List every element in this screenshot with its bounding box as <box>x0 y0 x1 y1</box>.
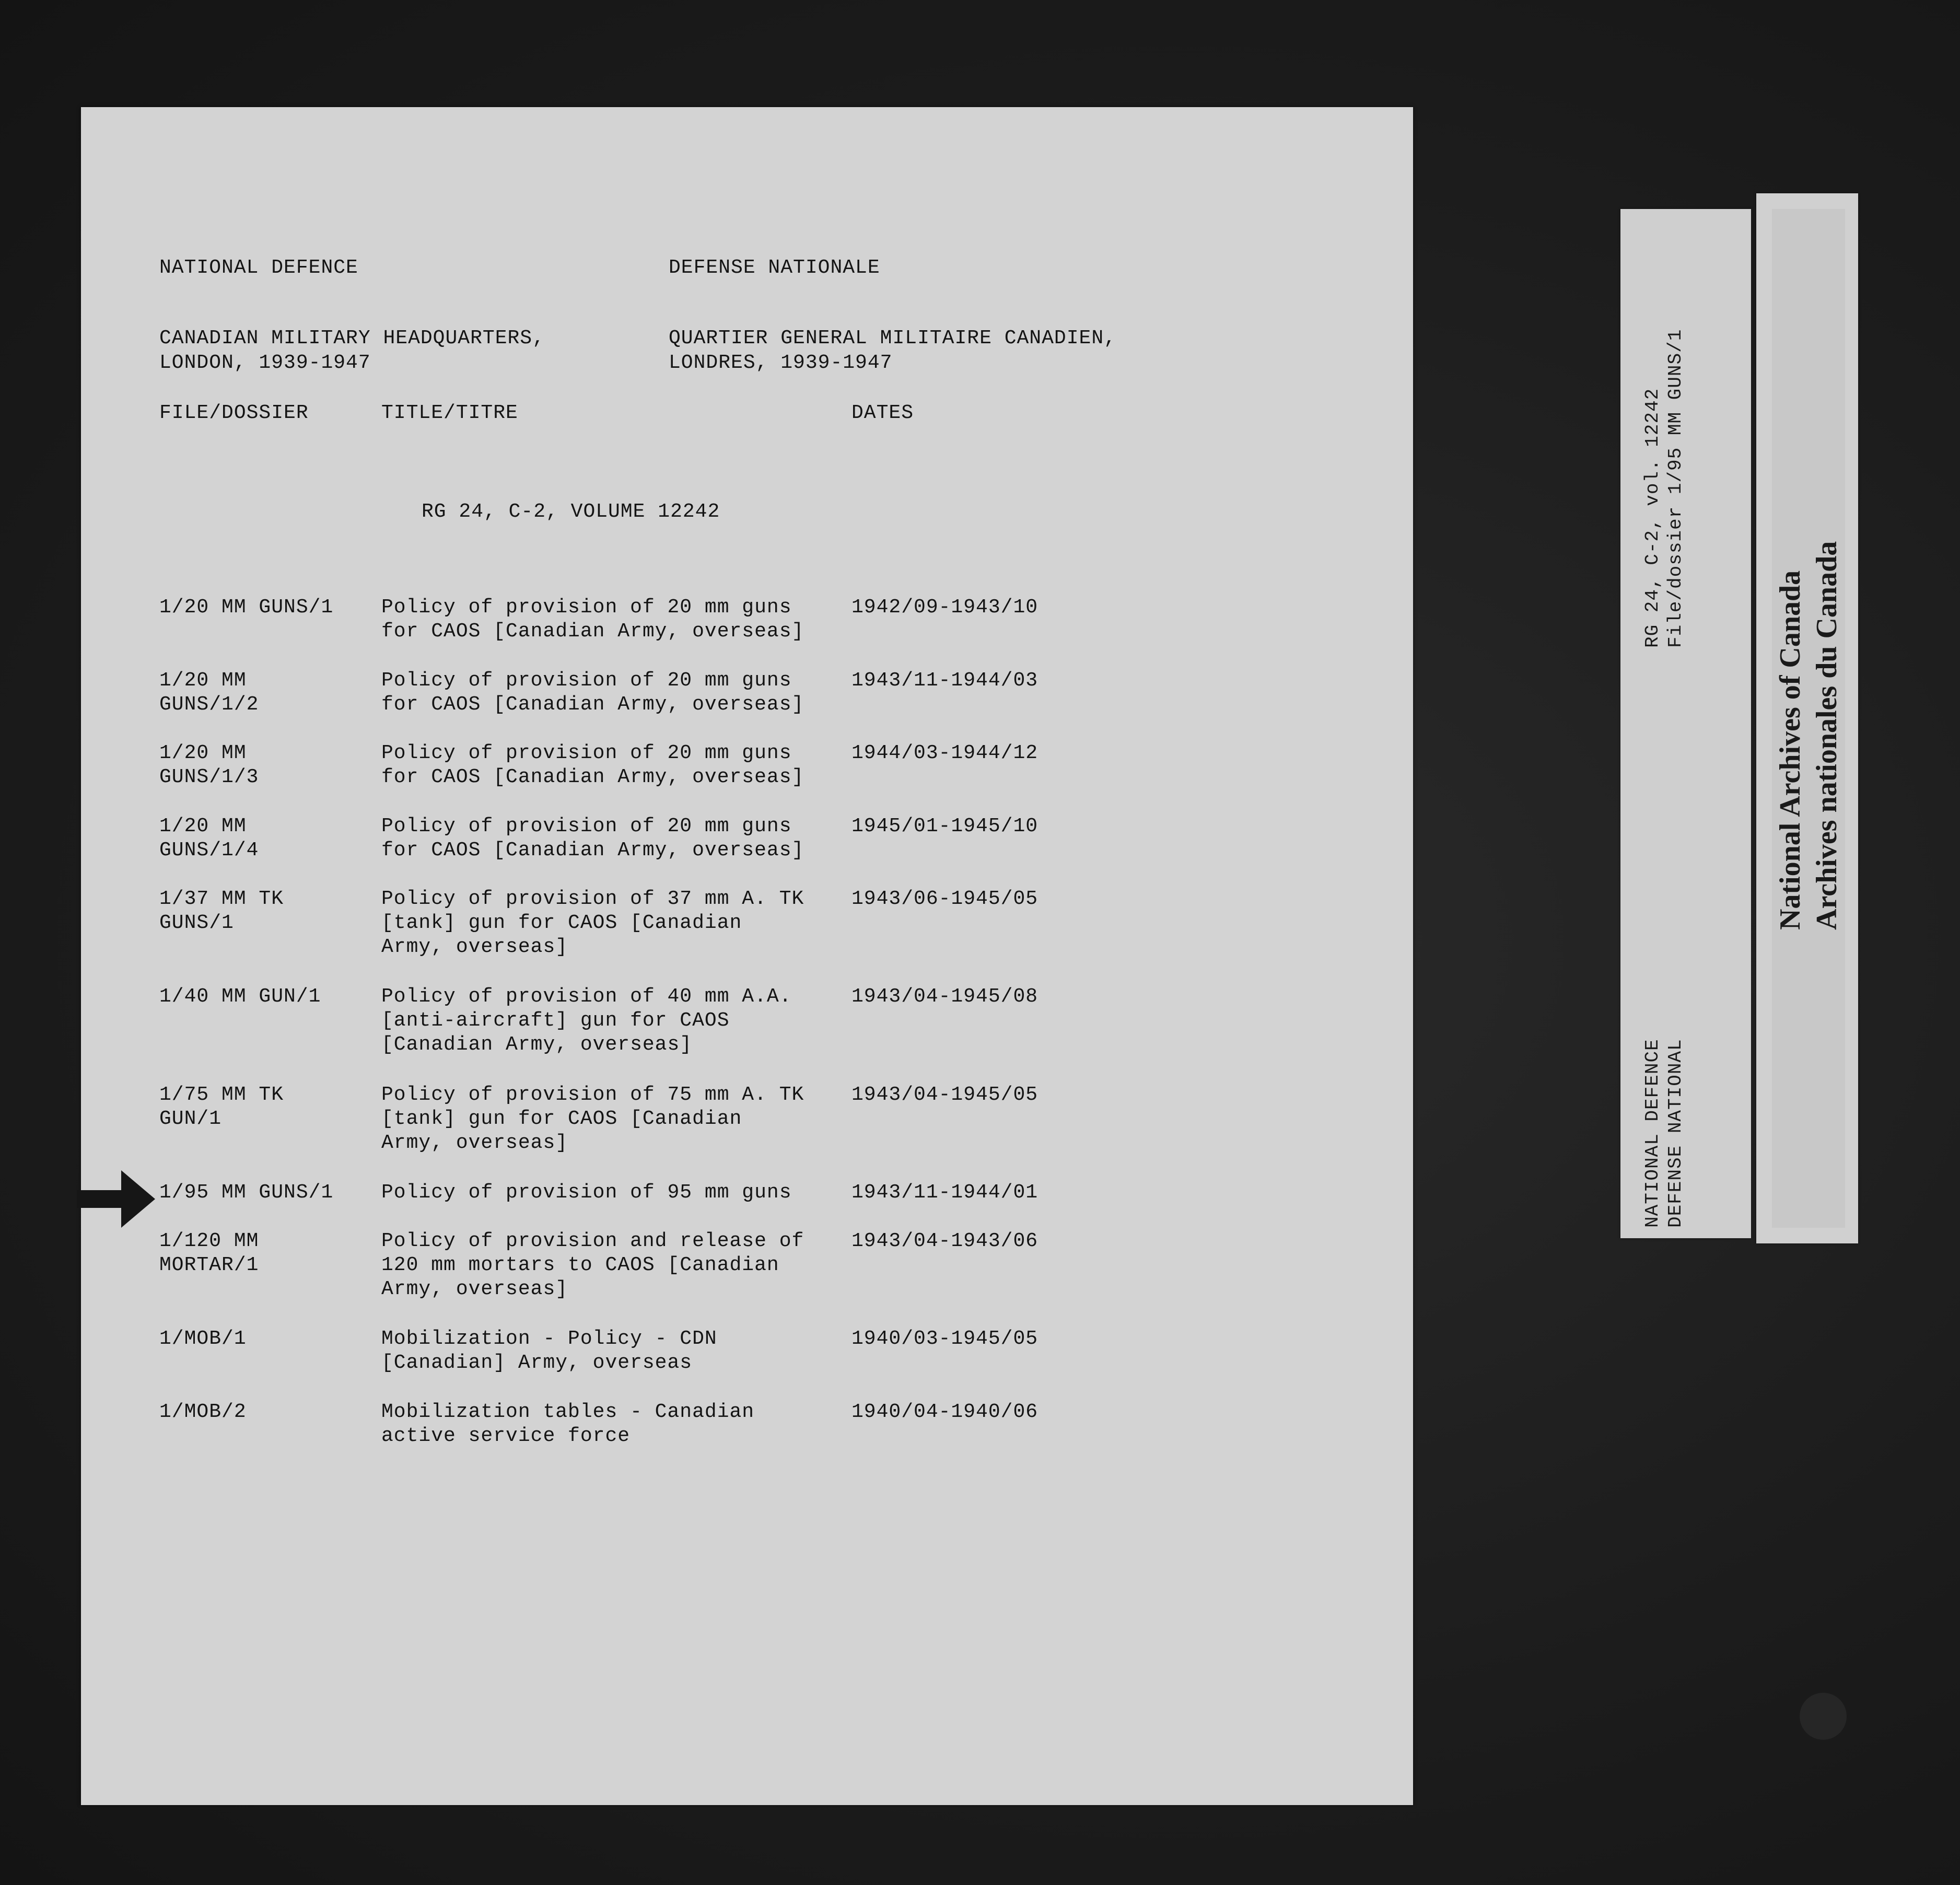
file-title: Policy of provision of 20 mm guns for CAOS [Canadian Army, overseas] <box>381 815 804 862</box>
file-title: Mobilization - Policy - CDN [Canadian] Army, overseas <box>381 1328 717 1374</box>
hq-en-line-1: CANADIAN MILITARY HEADQUARTERS, <box>159 327 545 350</box>
file-number: 1/20 MM GUNS/1/4 <box>159 815 259 862</box>
column-header-dates: DATES <box>851 402 914 424</box>
file-number: 1/MOB/1 <box>159 1328 247 1350</box>
file-dates: 1943/11-1944/01 <box>851 1181 1039 1204</box>
file-number: 1/MOB/2 <box>159 1401 247 1423</box>
file-title: Policy of provision of 20 mm guns for CAOS [Canadian Army, overseas] <box>381 742 804 788</box>
archives-name-en: National Archives of Canada <box>1774 570 1806 930</box>
file-dates: 1942/09-1943/10 <box>851 596 1039 619</box>
column-header-title: TITLE/TITRE <box>381 402 518 424</box>
file-number: 1/20 MM GUNS/1/3 <box>159 742 259 788</box>
file-title: Mobilization tables - Canadian active service force <box>381 1401 755 1447</box>
file-dates: 1943/04-1945/05 <box>851 1084 1039 1106</box>
file-dates: 1943/06-1945/05 <box>851 888 1039 910</box>
file-dates: 1940/04-1940/06 <box>851 1401 1039 1423</box>
dept-en: NATIONAL DEFENCE <box>159 257 358 279</box>
file-number: 1/120 MM MORTAR/1 <box>159 1230 259 1276</box>
file-title: Policy of provision of 75 mm A. TK [tank] gun for CAOS [Canadian Army, overseas] <box>381 1084 804 1154</box>
file-number: 1/75 MM TK GUN/1 <box>159 1084 284 1130</box>
file-number: 1/20 MM GUNS/1 <box>159 596 334 619</box>
file-dates: 1940/03-1945/05 <box>851 1328 1039 1350</box>
file-title: Policy of provision of 20 mm guns for CAOS [Canadian Army, overseas] <box>381 669 804 716</box>
file-number: 1/40 MM GUN/1 <box>159 985 321 1008</box>
file-title: Policy of provision and release of 120 mm mortars to CAOS [Canadian Army, overseas] <box>381 1230 804 1300</box>
dept-fr: DEFENSE NATIONALE <box>669 257 880 279</box>
column-header-file: FILE/DOSSIER <box>159 402 309 424</box>
hq-en-line-2: LONDON, 1939-1947 <box>159 352 371 374</box>
file-dates: 1943/04-1945/08 <box>851 985 1039 1008</box>
department-line-2: DEFENSE NATIONAL <box>1665 1039 1686 1228</box>
pointer-arrow-icon <box>77 1170 155 1228</box>
file-reference-label <box>1620 209 1751 1238</box>
finding-aid-page <box>81 107 1413 1805</box>
file-dates: 1944/03-1944/12 <box>851 742 1039 764</box>
file-title: Policy of provision of 95 mm guns <box>381 1181 792 1204</box>
volume-heading: RG 24, C-2, VOLUME 12242 <box>422 501 720 523</box>
file-number: 1/95 MM GUNS/1 <box>159 1181 334 1204</box>
department-line-1: NATIONAL DEFENCE <box>1642 1039 1663 1228</box>
hq-fr-line-2: LONDRES, 1939-1947 <box>669 352 893 374</box>
file-dates: 1943/04-1943/06 <box>851 1230 1039 1252</box>
file-number: 1/20 MM GUNS/1/2 <box>159 669 259 716</box>
file-title: Policy of provision of 37 mm A. TK [tank] gun for CAOS [Canadian Army, overseas] <box>381 888 804 958</box>
file-dates: 1945/01-1945/10 <box>851 815 1039 837</box>
file-dates: 1943/11-1944/03 <box>851 669 1039 692</box>
archives-label <box>1756 193 1858 1243</box>
hq-fr-line-1: QUARTIER GENERAL MILITAIRE CANADIEN, <box>669 327 1116 350</box>
archives-name-fr: Archives nationales du Canada <box>1811 541 1843 930</box>
file-title: Policy of provision of 40 mm A.A. [anti-aircraft] gun for CAOS [Canadian Army, overseas] <box>381 985 792 1056</box>
reference-line-2: File/dossier 1/95 MM GUNS/1 <box>1665 329 1686 648</box>
file-number: 1/37 MM TK GUNS/1 <box>159 888 284 934</box>
scanner-mark <box>1800 1693 1847 1740</box>
file-title: Policy of provision of 20 mm guns for CAOS [Canadian Army, overseas] <box>381 596 804 643</box>
reference-line-1: RG 24, C-2, vol. 12242 <box>1642 388 1663 648</box>
